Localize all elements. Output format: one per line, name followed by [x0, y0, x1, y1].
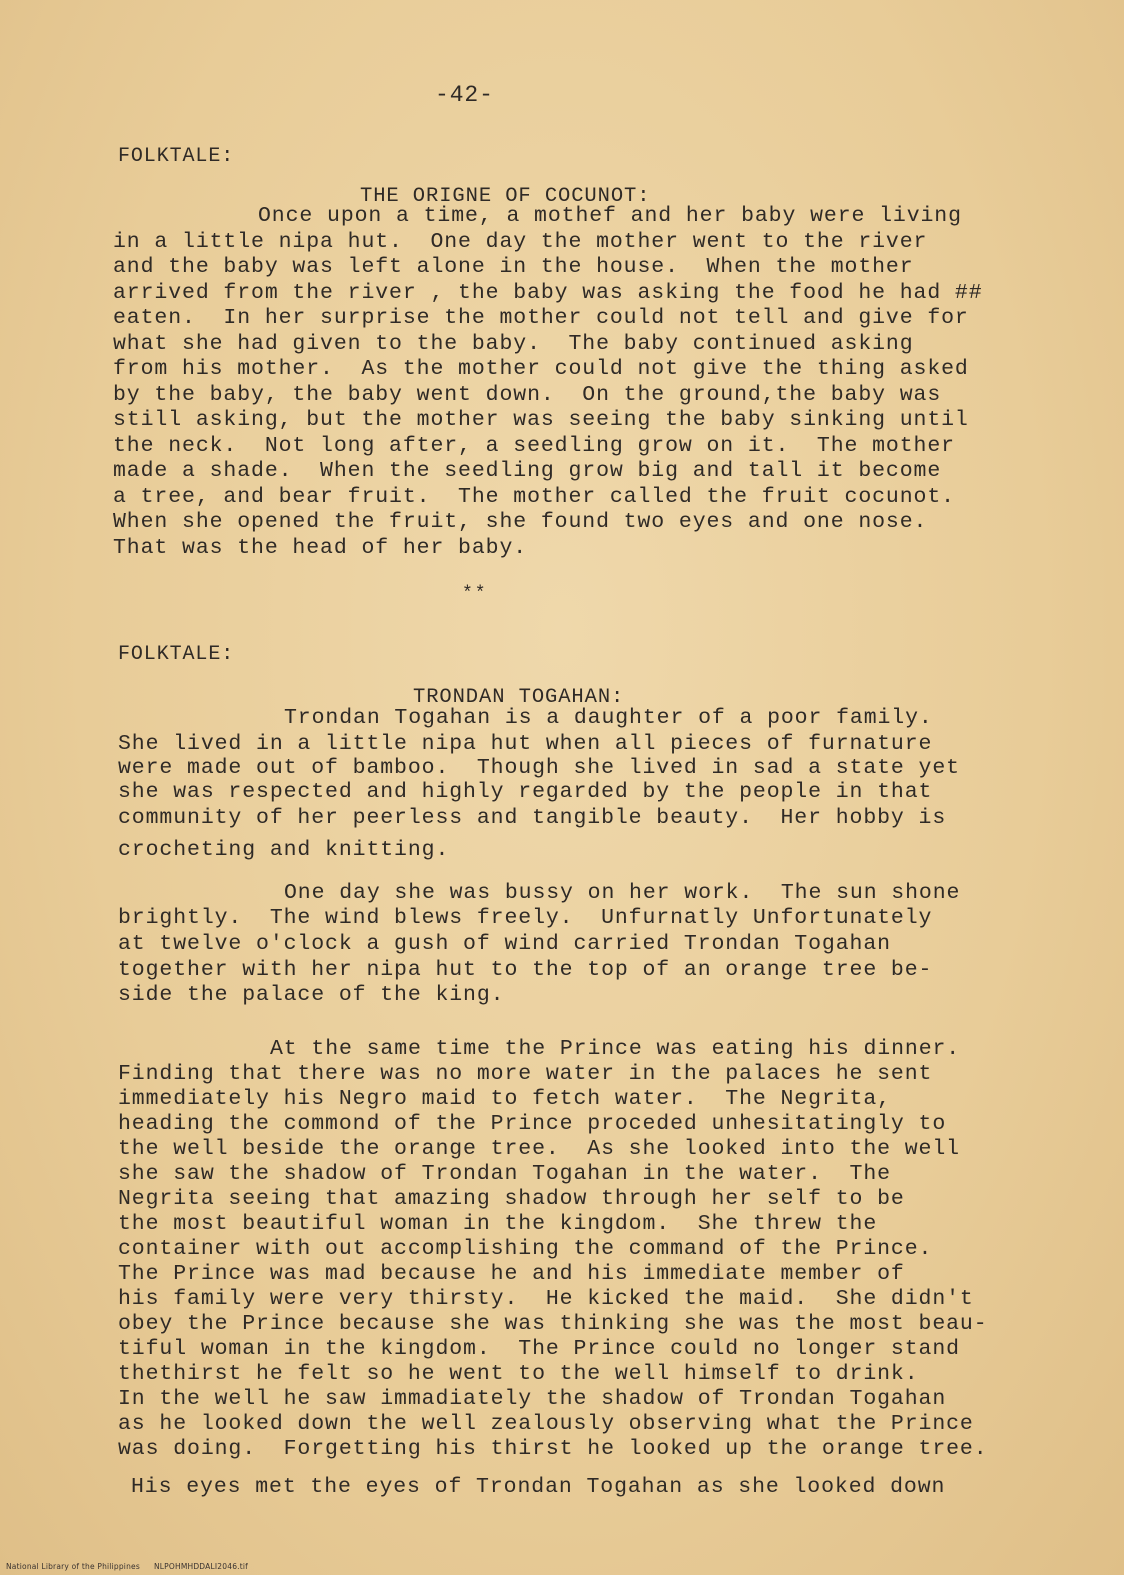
story-line: side the palace of the king.	[118, 983, 505, 1007]
story-line: arrived from the river , the baby was asking the food he had ##	[113, 281, 983, 305]
story-line: One day she was bussy on her work. The sun shone	[284, 881, 961, 905]
story-line: his family were very thirsty. He kicked the maid. She didn't	[118, 1287, 974, 1311]
story-line: tiful woman in the kingdom. The Prince could no longer stand	[118, 1337, 960, 1361]
story-line: she was respected and highly regarded by the people in that	[118, 780, 933, 804]
page-number: -42-	[435, 82, 494, 108]
story-line: at twelve o'clock a gush of wind carried Trondan Togahan	[118, 932, 891, 956]
folktale-title: TRONDAN TOGAHAN:	[413, 686, 625, 709]
story-line: was doing. Forgetting his thirst he looked up the orange tree.	[118, 1437, 988, 1461]
footer-filename: NLPOHMHDDALI2046.tif	[153, 1562, 249, 1571]
story-line: made a shade. When the seedling grow big and tall it become	[113, 459, 942, 483]
story-line: Negrita seeing that amazing shadow through her self to be	[118, 1187, 905, 1211]
story-line: in a little nipa hut. One day the mother went to the river	[113, 230, 928, 254]
story-line: and the baby was left alone in the house. When the mother	[113, 255, 914, 279]
story-line: a tree, and bear fruit. The mother called the fruit cocunot.	[113, 485, 955, 509]
story-line: Trondan Togahan is a daughter of a poor family.	[284, 706, 933, 730]
story-line: were made out of bamboo. Though she lived in sad a state yet	[118, 756, 960, 780]
story-line: she saw the shadow of Trondan Togahan in the water. The	[118, 1162, 891, 1186]
story-line: Finding that there was no more water in the palaces he sent	[118, 1062, 933, 1086]
story-line: by the baby, the baby went down. On the ground,the baby was	[113, 383, 942, 407]
story-line: The Prince was mad because he and his immediate member of	[118, 1262, 905, 1286]
story-line: That was the head of her baby.	[113, 536, 528, 560]
archive-footer	[6, 1562, 248, 1571]
story-line: thethirst he felt so he went to the well himself to drink.	[118, 1362, 919, 1386]
story-line: container with out accomplishing the command of the Prince.	[118, 1237, 933, 1261]
story-line: together with her nipa hut to the top of an orange tree be-	[118, 958, 933, 982]
story-line: heading the commond of the Prince proceded unhesitatingly to	[118, 1112, 947, 1136]
story-line: community of her peerless and tangible beauty. Her hobby is	[118, 806, 947, 830]
story-line: the most beautiful woman in the kingdom. She threw the	[118, 1212, 878, 1236]
story-line: the neck. Not long after, a seedling grow on it. The mother	[113, 434, 955, 458]
story-line: At the same time the Prince was eating his dinner.	[270, 1037, 961, 1061]
folktale-label: FOLKTALE:	[118, 145, 235, 168]
folktale-label: FOLKTALE:	[118, 643, 235, 666]
story-line: brightly. The wind blews freely. Unfurnatly Unfortunately	[118, 906, 933, 930]
story-line: She lived in a little nipa hut when all pieces of furnature	[118, 732, 933, 756]
footer-library: National Library of the Philippines	[6, 1562, 140, 1571]
story-line: what she had given to the baby. The baby continued asking	[113, 332, 914, 356]
story-line: obey the Prince because she was thinking she was the most beau-	[118, 1312, 988, 1336]
section-separator: **	[462, 584, 488, 604]
story-line: as he looked down the well zealously observing what the Prince	[118, 1412, 974, 1436]
folktale-title: THE ORIGNE OF COCUNOT:	[360, 185, 651, 208]
story-line: His eyes met the eyes of Trondan Togahan as she looked down	[131, 1475, 946, 1499]
story-line: immediately his Negro maid to fetch water. The Negrita,	[118, 1087, 891, 1111]
story-line: When she opened the fruit, she found two eyes and one nose.	[113, 510, 928, 534]
story-line: crocheting and knitting.	[118, 838, 450, 862]
story-line: In the well he saw immadiately the shadow of Trondan Togahan	[118, 1387, 947, 1411]
story-line: eaten. In her surprise the mother could not tell and give for	[113, 306, 969, 330]
story-line: the well beside the orange tree. As she looked into the well	[118, 1137, 960, 1161]
story-line: from his mother. As the mother could not give the thing asked	[113, 357, 969, 381]
story-line: Once upon a time, a mothef and her baby were living	[258, 204, 962, 228]
story-line: still asking, but the mother was seeing the baby sinking until	[113, 408, 969, 432]
